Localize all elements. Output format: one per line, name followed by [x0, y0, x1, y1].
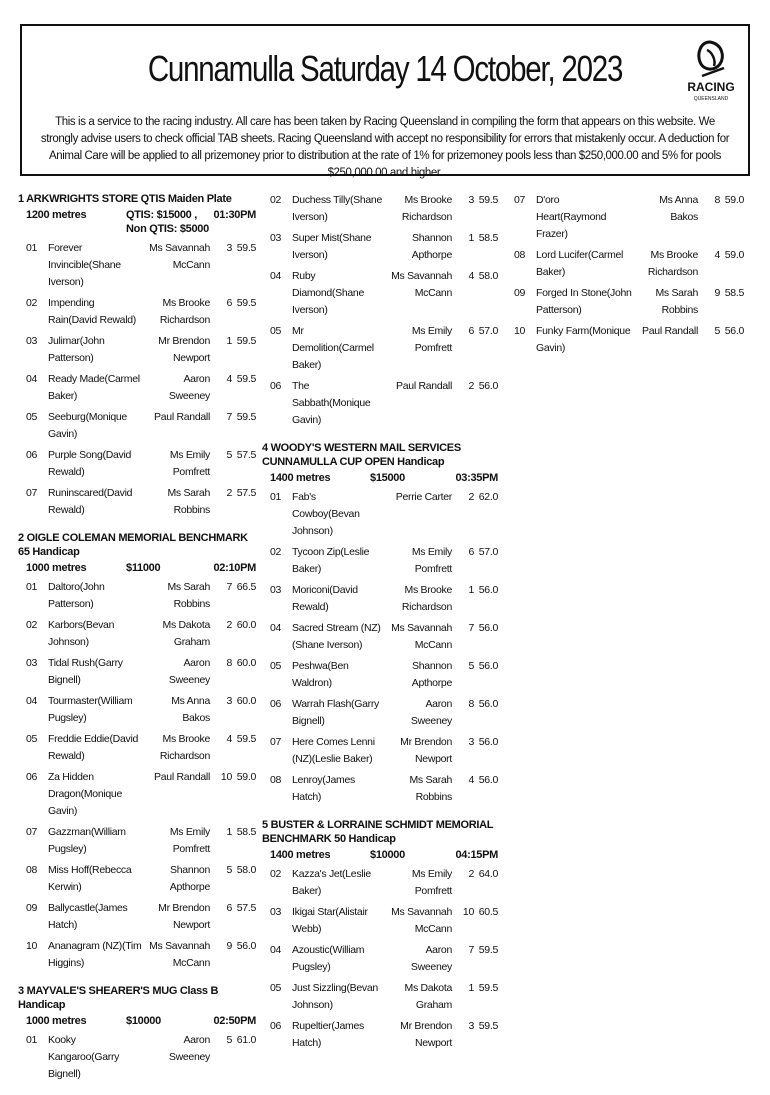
- race-3: [18, 984, 256, 1083]
- runner-horse: Here Comes Lenni (NZ)(Leslie Baker): [292, 736, 375, 765]
- runner-horse: Gazzman(William Pugsley): [48, 826, 126, 855]
- runner-barrier: 7: [226, 581, 232, 593]
- race-distance: 1000 metres: [26, 1015, 87, 1027]
- race-time: 02:10PM: [213, 562, 256, 574]
- runner-barrier: 8: [714, 194, 720, 206]
- runner-row: [18, 617, 256, 651]
- runner-row: [262, 378, 498, 429]
- runner-horse: Julimar(John Patterson): [48, 335, 105, 364]
- runner-horse: Ananagram (NZ)(Tim Higgins): [48, 940, 142, 969]
- runner-number: 05: [270, 660, 282, 672]
- race-title: 5 BUSTER & LORRAINE SCHMIDT MEMORIAL BENCHMARK 50 Handicap: [262, 819, 494, 845]
- runner-barrier: 2: [226, 487, 232, 499]
- runner-row: [18, 333, 256, 367]
- runner-jockey: Mr Brendon Newport: [158, 902, 210, 931]
- runner-barrier: 8: [226, 657, 232, 669]
- runner-horse: Peshwa(Ben Waldron): [292, 660, 349, 689]
- runner-row: [508, 323, 744, 357]
- race-distance: 1400 metres: [270, 849, 331, 861]
- runner-number: 02: [270, 546, 282, 558]
- runner-weight: 56.0: [478, 660, 498, 672]
- runner-horse: D'oro Heart(Raymond Frazer): [536, 194, 607, 240]
- runner-row: [18, 900, 256, 934]
- runner-barrier: 6: [226, 902, 232, 914]
- runner-number: 08: [26, 864, 38, 876]
- runner-barrier: 10: [220, 771, 232, 783]
- runner-horse: Purple Song(David Rewald): [48, 449, 132, 478]
- runner-number: 02: [26, 297, 38, 309]
- runner-row: [262, 192, 498, 226]
- runner-barrier: 3: [468, 736, 474, 748]
- runner-number: 05: [26, 733, 38, 745]
- runner-jockey: Mr Brendon Newport: [158, 335, 210, 364]
- runner-horse: Moriconi(David Rewald): [292, 584, 358, 613]
- runner-number: 10: [514, 325, 526, 337]
- race-title: 2 OIGLE COLEMAN MEMORIAL BENCHMARK 65 Handicap: [18, 532, 248, 558]
- racing-queensland-logo: [686, 40, 736, 106]
- runner-number: 04: [270, 622, 282, 634]
- runner-number: 05: [26, 411, 38, 423]
- runner-number: 03: [26, 335, 38, 347]
- race-prize: $10000: [126, 1015, 161, 1027]
- runner-weight: 59.0: [724, 249, 744, 261]
- runner-jockey: Aaron Sweeney: [168, 373, 210, 402]
- runner-barrier: 1: [226, 826, 232, 838]
- runner-weight: 56.0: [478, 774, 498, 786]
- runner-barrier: 9: [714, 287, 720, 299]
- runner-row: [18, 769, 256, 820]
- runner-jockey: Aaron Sweeney: [410, 944, 452, 973]
- runner-row: [18, 409, 256, 443]
- runner-number: 01: [26, 581, 38, 593]
- runner-horse: Warrah Flash(Garry Bignell): [292, 698, 379, 727]
- race-prize: $15000: [370, 472, 405, 484]
- runner-horse: Rupeltier(James Hatch): [292, 1020, 364, 1049]
- race-time: 03:35PM: [455, 472, 498, 484]
- runner-horse: Kazza's Jet(Leslie Baker): [292, 868, 371, 897]
- runner-row: [262, 1018, 498, 1052]
- runner-row: [18, 240, 256, 291]
- runner-weight: 59.5: [478, 982, 498, 994]
- runner-row: [262, 980, 498, 1014]
- runner-barrier: 3: [468, 194, 474, 206]
- runner-jockey: Ms Savannah McCann: [391, 270, 452, 299]
- runner-weight: 56.0: [478, 698, 498, 710]
- runner-horse: Lenroy(James Hatch): [292, 774, 355, 803]
- runner-number: 06: [270, 1020, 282, 1032]
- runner-weight: 59.0: [236, 771, 256, 783]
- runner-number: 01: [270, 491, 282, 503]
- race-distance: 1000 metres: [26, 562, 87, 574]
- runner-barrier: 9: [226, 940, 232, 952]
- runner-weight: 56.0: [236, 940, 256, 952]
- runner-barrier: 1: [468, 584, 474, 596]
- runner-horse: Super Mist(Shane Iverson): [292, 232, 372, 261]
- race-title: 1 ARKWRIGHTS STORE QTIS Maiden Plate: [18, 193, 232, 205]
- runner-number: 03: [26, 657, 38, 669]
- runner-row: [262, 620, 498, 654]
- runner-barrier: 4: [714, 249, 720, 261]
- runner-row: [18, 938, 256, 972]
- runner-jockey: Shannon Apthorpe: [169, 864, 210, 893]
- runner-barrier: 4: [468, 774, 474, 786]
- runner-row: [18, 579, 256, 613]
- runner-weight: 59.5: [236, 411, 256, 423]
- runner-row: [262, 268, 498, 319]
- runner-barrier: 2: [468, 491, 474, 503]
- race-info: [262, 471, 498, 485]
- runner-weight: 60.0: [236, 619, 256, 631]
- runner-horse: Za Hidden Dragon(Monique Gavin): [48, 771, 123, 817]
- runner-number: 04: [270, 270, 282, 282]
- runner-row: [18, 295, 256, 329]
- runner-weight: 60.0: [236, 657, 256, 669]
- runner-row: [18, 693, 256, 727]
- runner-weight: 59.5: [478, 944, 498, 956]
- race-1: [18, 192, 256, 519]
- runner-number: 09: [514, 287, 526, 299]
- runner-jockey: Mr Brendon Newport: [400, 1020, 452, 1049]
- runner-number: 07: [26, 826, 38, 838]
- column-2: [262, 192, 498, 1064]
- runner-weight: 59.5: [236, 297, 256, 309]
- runner-weight: 59.0: [724, 194, 744, 206]
- runner-number: 08: [270, 774, 282, 786]
- runner-horse: Tourmaster(William Pugsley): [48, 695, 133, 724]
- runner-row: [262, 734, 498, 768]
- race-info: [18, 1014, 256, 1028]
- disclaimer-text: This is a service to the racing industry. All care has been taken by Racing Queensland in compiling the form that appears on this website. We strongly advise users to check official TAB sheets. Racing Queensland with accept no responsibility for errors that mistakenly occur. A deduction for Animal Care will be applied to all prizemoney prior to distribution at the rate of 1% for prizemoney pools less than $250,000.00 and 5% for pools $250,000.00 and higher.: [40, 116, 730, 179]
- runner-barrier: 10: [462, 906, 474, 918]
- race-time: 01:30PM: [213, 209, 256, 221]
- runner-horse: Just Sizzling(Bevan Johnson): [292, 982, 378, 1011]
- runner-weight: 57.0: [478, 546, 498, 558]
- runner-barrier: 4: [226, 733, 232, 745]
- race-time: 04:15PM: [455, 849, 498, 861]
- runner-horse: Freddie Eddie(David Rewald): [48, 733, 139, 762]
- runner-jockey: Ms Anna Bakos: [171, 695, 210, 724]
- runner-horse: Kooky Kangaroo(Garry Bignell): [48, 1034, 120, 1080]
- header-box: [20, 24, 750, 179]
- runner-weight: 56.0: [478, 622, 498, 634]
- runner-row: [262, 582, 498, 616]
- race-info: [18, 561, 256, 575]
- runner-row: [262, 696, 498, 730]
- runner-barrier: 6: [468, 546, 474, 558]
- race-info: [18, 208, 256, 236]
- runner-number: 05: [270, 982, 282, 994]
- runner-weight: 58.0: [236, 864, 256, 876]
- race-distance: 1200 metres: [26, 209, 87, 221]
- runner-number: 04: [270, 944, 282, 956]
- runner-jockey: Ms Brooke Richardson: [401, 584, 452, 613]
- runner-jockey: Aaron Sweeney: [410, 698, 452, 727]
- race-info: [262, 848, 498, 862]
- runner-row: [262, 323, 498, 374]
- runner-horse: Mr Demolition(Carmel Baker): [292, 325, 374, 371]
- runner-jockey: Ms Anna Bakos: [659, 194, 698, 223]
- runner-row: [18, 862, 256, 896]
- runner-weight: 56.0: [478, 736, 498, 748]
- runner-jockey: Ms Dakota Graham: [404, 982, 452, 1011]
- runner-row: [262, 658, 498, 692]
- runner-horse: Daltoro(John Patterson): [48, 581, 105, 610]
- runner-barrier: 5: [714, 325, 720, 337]
- runner-weight: 64.0: [478, 868, 498, 880]
- runner-barrier: 5: [226, 864, 232, 876]
- race-prize: $11000: [126, 562, 161, 574]
- runner-barrier: 6: [226, 297, 232, 309]
- runner-row: [18, 1032, 256, 1083]
- runner-barrier: 1: [226, 335, 232, 347]
- runner-horse: Forged In Stone(John Patterson): [536, 287, 632, 316]
- runner-weight: 56.0: [478, 380, 498, 392]
- runner-number: 01: [26, 242, 38, 254]
- race-title: 3 MAYVALE'S SHEARER'S MUG Class B Handicap: [18, 985, 219, 1011]
- runner-weight: 59.5: [478, 194, 498, 206]
- runner-horse: Tycoon Zip(Leslie Baker): [292, 546, 370, 575]
- runner-horse: The Sabbath(Monique Gavin): [292, 380, 371, 426]
- runner-weight: 59.5: [478, 1020, 498, 1032]
- runner-weight: 60.5: [478, 906, 498, 918]
- runner-horse: Runinscared(David Rewald): [48, 487, 133, 516]
- runner-weight: 61.0: [236, 1034, 256, 1046]
- runner-weight: 57.0: [478, 325, 498, 337]
- runner-row: [262, 489, 498, 540]
- runner-row: [18, 731, 256, 765]
- runner-jockey: Aaron Sweeney: [168, 1034, 210, 1063]
- runner-weight: 57.5: [236, 449, 256, 461]
- runner-jockey: Shannon Apthorpe: [411, 232, 452, 261]
- runner-number: 07: [514, 194, 526, 206]
- runner-number: 10: [26, 940, 38, 952]
- runner-row: [18, 655, 256, 689]
- runner-weight: 59.5: [236, 733, 256, 745]
- runner-jockey: Perrie Carter: [395, 491, 452, 503]
- runner-jockey: Ms Savannah McCann: [149, 242, 210, 271]
- runner-barrier: 5: [468, 660, 474, 672]
- runner-weight: 62.0: [478, 491, 498, 503]
- runner-barrier: 7: [226, 411, 232, 423]
- runner-weight: 58.5: [478, 232, 498, 244]
- runner-number: 05: [270, 325, 282, 337]
- race-prize: $10000: [370, 849, 405, 861]
- runner-barrier: 4: [468, 270, 474, 282]
- runner-jockey: Ms Sarah Robbins: [655, 287, 698, 316]
- runner-jockey: Paul Randall: [154, 411, 210, 423]
- race-time: 02:50PM: [213, 1015, 256, 1027]
- runner-horse: Seeburg(Monique Gavin): [48, 411, 127, 440]
- runner-horse: Ruby Diamond(Shane Iverson): [292, 270, 364, 316]
- runner-weight: 66.5: [236, 581, 256, 593]
- runner-horse: Funky Farm(Monique Gavin): [536, 325, 631, 354]
- runner-barrier: 7: [468, 622, 474, 634]
- runner-row: [18, 371, 256, 405]
- runner-jockey: Ms Savannah McCann: [391, 622, 452, 651]
- runner-jockey: Mr Brendon Newport: [400, 736, 452, 765]
- runner-jockey: Ms Emily Pomfrett: [169, 826, 210, 855]
- runner-jockey: Ms Brooke Richardson: [159, 297, 210, 326]
- runner-jockey: Ms Sarah Robbins: [167, 487, 210, 516]
- runner-weight: 58.5: [724, 287, 744, 299]
- runner-jockey: Ms Brooke Richardson: [401, 194, 452, 223]
- runner-jockey: Ms Emily Pomfrett: [411, 325, 452, 354]
- runner-weight: 56.0: [724, 325, 744, 337]
- runner-horse: Miss Hoff(Rebecca Kerwin): [48, 864, 132, 893]
- race-3-continued: [262, 192, 498, 429]
- runner-horse: Impending Rain(David Rewald): [48, 297, 136, 326]
- runner-horse: Ready Made(Carmel Baker): [48, 373, 140, 402]
- runner-weight: 60.0: [236, 695, 256, 707]
- runner-number: 07: [26, 487, 38, 499]
- runner-barrier: 3: [226, 695, 232, 707]
- runner-weight: 57.5: [236, 902, 256, 914]
- runner-row: [262, 772, 498, 806]
- runner-barrier: 3: [468, 1020, 474, 1032]
- logo-text: RACING: [687, 80, 735, 94]
- column-1: [18, 192, 256, 1095]
- runner-number: 07: [270, 736, 282, 748]
- runner-horse: Ballycastle(James Hatch): [48, 902, 128, 931]
- runner-row: [262, 866, 498, 900]
- runner-weight: 58.0: [478, 270, 498, 282]
- runner-number: 03: [270, 232, 282, 244]
- runner-number: 04: [26, 373, 38, 385]
- runner-row: [18, 447, 256, 481]
- runner-row: [508, 192, 744, 243]
- runner-horse: Azoustic(William Pugsley): [292, 944, 365, 973]
- race-2: [18, 531, 256, 972]
- runner-jockey: Ms Savannah McCann: [149, 940, 210, 969]
- runner-horse: Ikigai Star(Alistair Webb): [292, 906, 368, 935]
- runner-barrier: 7: [468, 944, 474, 956]
- runner-horse: Lord Lucifer(Carmel Baker): [536, 249, 624, 278]
- race-title: 4 WOODY'S WESTERN MAIL SERVICES CUNNAMULLA CUP OPEN Handicap: [262, 442, 461, 468]
- race-5: [262, 818, 498, 1052]
- runner-number: 03: [270, 906, 282, 918]
- runner-weight: 59.5: [236, 242, 256, 254]
- runner-weight: 56.0: [478, 584, 498, 596]
- runner-barrier: 6: [468, 325, 474, 337]
- logo-subtext: QUEENSLAND: [693, 96, 729, 102]
- runner-row: [262, 230, 498, 264]
- runner-number: 01: [26, 1034, 38, 1046]
- race-prize: QTIS: $15000 , Non QTIS: $5000: [126, 209, 209, 235]
- runner-jockey: Ms Sarah Robbins: [409, 774, 452, 803]
- runner-number: 06: [26, 449, 38, 461]
- runner-horse: Duchess Tilly(Shane Iverson): [292, 194, 383, 223]
- runner-barrier: 3: [226, 242, 232, 254]
- runner-row: [18, 485, 256, 519]
- runner-jockey: Paul Randall: [154, 771, 210, 783]
- runner-row: [508, 247, 744, 281]
- race-distance: 1400 metres: [270, 472, 331, 484]
- runner-jockey: Ms Brooke Richardson: [159, 733, 210, 762]
- runner-barrier: 5: [226, 1034, 232, 1046]
- runner-number: 06: [270, 698, 282, 710]
- runner-jockey: Shannon Apthorpe: [411, 660, 452, 689]
- runner-horse: Karbors(Bevan Johnson): [48, 619, 115, 648]
- runner-jockey: Ms Savannah McCann: [391, 906, 452, 935]
- runner-number: 02: [270, 194, 282, 206]
- runner-jockey: Paul Randall: [396, 380, 452, 392]
- runner-barrier: 8: [468, 698, 474, 710]
- runner-jockey: Ms Sarah Robbins: [167, 581, 210, 610]
- runner-number: 03: [270, 584, 282, 596]
- runner-barrier: 1: [468, 982, 474, 994]
- race-4: [262, 441, 498, 806]
- runner-barrier: 2: [468, 380, 474, 392]
- runner-weight: 57.5: [236, 487, 256, 499]
- runner-number: 02: [270, 868, 282, 880]
- runner-jockey: Paul Randall: [642, 325, 698, 337]
- race-4-continued: [508, 192, 744, 357]
- runner-horse: Tidal Rush(Garry Bignell): [48, 657, 123, 686]
- runner-barrier: 4: [226, 373, 232, 385]
- runner-horse: Fab's Cowboy(Bevan Johnson): [292, 491, 360, 537]
- column-3: [508, 192, 744, 369]
- runner-horse: Forever Invincible(Shane Iverson): [48, 242, 121, 288]
- runner-jockey: Ms Dakota Graham: [162, 619, 210, 648]
- runner-row: [262, 942, 498, 976]
- runner-weight: 59.5: [236, 335, 256, 347]
- runner-row: [262, 904, 498, 938]
- runner-weight: 58.5: [236, 826, 256, 838]
- runner-number: 04: [26, 695, 38, 707]
- runner-barrier: 2: [468, 868, 474, 880]
- runner-jockey: Ms Brooke Richardson: [647, 249, 698, 278]
- runner-row: [508, 285, 744, 319]
- runner-row: [262, 544, 498, 578]
- runner-jockey: Ms Emily Pomfrett: [169, 449, 210, 478]
- runner-number: 06: [26, 771, 38, 783]
- runner-row: [18, 824, 256, 858]
- runner-jockey: Aaron Sweeney: [168, 657, 210, 686]
- racing-logo-icon: [694, 40, 726, 78]
- runner-number: 02: [26, 619, 38, 631]
- runner-jockey: Ms Emily Pomfrett: [411, 546, 452, 575]
- runner-jockey: Ms Emily Pomfrett: [411, 868, 452, 897]
- runner-barrier: 2: [226, 619, 232, 631]
- runner-weight: 59.5: [236, 373, 256, 385]
- runner-number: 06: [270, 380, 282, 392]
- runner-number: 09: [26, 902, 38, 914]
- runner-number: 08: [514, 249, 526, 261]
- page-title: Cunnamulla Saturday 14 October, 2023: [147, 48, 623, 89]
- runner-barrier: 5: [226, 449, 232, 461]
- runner-barrier: 1: [468, 232, 474, 244]
- runner-horse: Sacred Stream (NZ)(Shane Iverson): [292, 622, 381, 651]
